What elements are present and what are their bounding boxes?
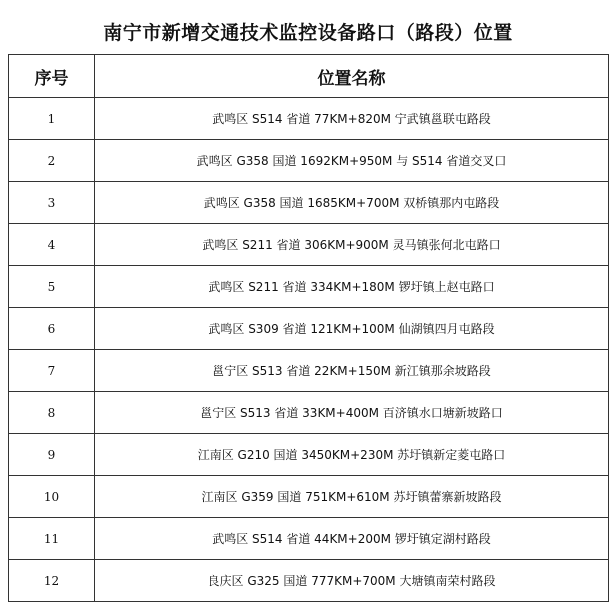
table-row <box>9 308 609 350</box>
table-row <box>9 392 609 434</box>
row-index: 7 <box>9 350 95 392</box>
row-location: 邕宁区 S513 省道 33KM+400M 百济镇水口塘新坡路口 <box>95 392 609 434</box>
table-row <box>9 140 609 182</box>
table-row <box>9 182 609 224</box>
table-row <box>9 560 609 602</box>
row-location: 江南区 G210 国道 3450KM+230M 苏圩镇新定菱屯路口 <box>95 434 609 476</box>
row-location: 武鸣区 G358 国道 1692KM+950M 与 S514 省道交叉口 <box>95 140 609 182</box>
row-location: 江南区 G359 国道 751KM+610M 苏圩镇蕾寨新坡路段 <box>95 476 609 518</box>
row-index: 4 <box>9 224 95 266</box>
location-table <box>8 54 609 602</box>
row-index: 8 <box>9 392 95 434</box>
page-title: 南宁市新增交通技术监控设备路口（路段）位置 <box>103 22 513 44</box>
row-index: 5 <box>9 266 95 308</box>
table-row <box>9 98 609 140</box>
row-index: 9 <box>9 434 95 476</box>
row-index: 10 <box>9 476 95 518</box>
row-index: 1 <box>9 98 95 140</box>
table-header-row <box>9 55 609 98</box>
table-row <box>9 518 609 560</box>
row-location: 武鸣区 S309 省道 121KM+100M 仙湖镇四月屯路段 <box>95 308 609 350</box>
row-index: 12 <box>9 560 95 602</box>
row-location: 武鸣区 S514 省道 44KM+200M 锣圩镇定湖村路段 <box>95 518 609 560</box>
row-location: 良庆区 G325 国道 777KM+700M 大塘镇南荣村路段 <box>95 560 609 602</box>
row-location: 武鸣区 S211 省道 334KM+180M 锣圩镇上赵屯路口 <box>95 266 609 308</box>
header-index: 序号 <box>9 55 95 98</box>
row-index: 2 <box>9 140 95 182</box>
row-location: 武鸣区 S211 省道 306KM+900M 灵马镇张何北屯路口 <box>95 224 609 266</box>
table-row <box>9 224 609 266</box>
row-location: 武鸣区 S514 省道 77KM+820M 宁武镇邕联屯路段 <box>95 98 609 140</box>
table-row <box>9 476 609 518</box>
header-location: 位置名称 <box>95 55 609 98</box>
row-index: 6 <box>9 308 95 350</box>
row-location: 邕宁区 S513 省道 22KM+150M 新江镇那余坡路段 <box>95 350 609 392</box>
row-location: 武鸣区 G358 国道 1685KM+700M 双桥镇那内屯路段 <box>95 182 609 224</box>
table-row <box>9 350 609 392</box>
row-index: 3 <box>9 182 95 224</box>
table-row <box>9 434 609 476</box>
table-row <box>9 266 609 308</box>
row-index: 11 <box>9 518 95 560</box>
